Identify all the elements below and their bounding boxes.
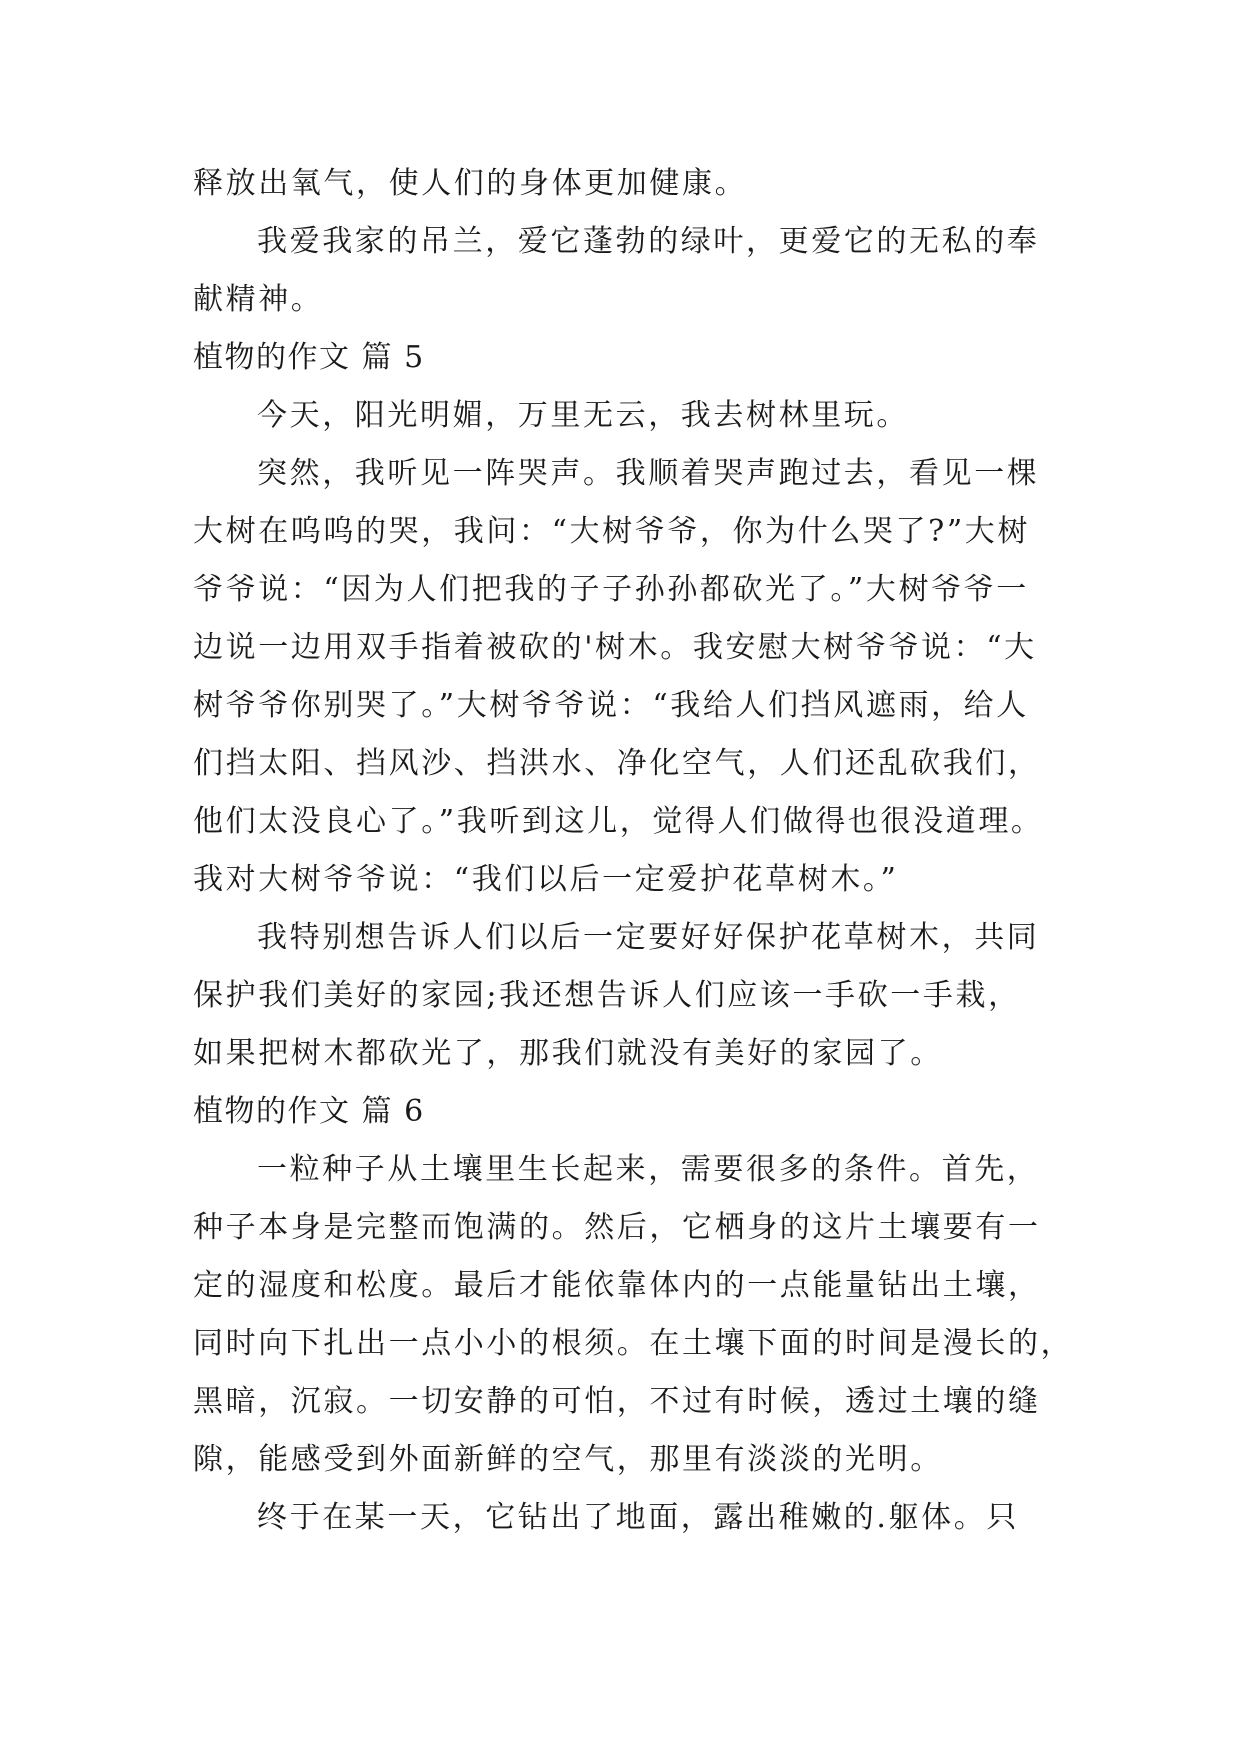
text-line: 保护我们美好的家园;我还想告诉人们应该一手砍一手栽， — [193, 978, 1021, 1013]
text-line: 隙，能感受到外面新鲜的空气，那里有淡淡的光明。 — [193, 1442, 943, 1477]
text-line: 如果把树木都砍光了，那我们就没有美好的家园了。 — [193, 1036, 943, 1071]
text-line: 们挡太阳、挡风沙、挡洪水、净化空气，人们还乱砍我们， — [193, 746, 1041, 781]
section-heading: 植物的作文 篇 6 — [193, 1094, 425, 1129]
text-line: 定的湿度和松度。最后才能依靠体内的一点能量钻出土壤， — [193, 1268, 1041, 1303]
text-line: 同时向下扎出一点小小的根须。在土壤下面的时间是漫长的， — [193, 1326, 1074, 1361]
text-line: 释放出氧气，使人们的身体更加健康。 — [193, 166, 748, 201]
text-line: 终于在某一天，它钻出了地面，露出稚嫩的.躯体。只 — [257, 1500, 1019, 1535]
text-line: 我爱我家的吊兰，爱它蓬勃的绿叶，更爱它的无私的奉 — [257, 224, 1040, 259]
text-line: 突然，我听见一阵哭声。我顺着哭声跑过去，看见一棵 — [257, 456, 1040, 491]
text-line: 爷爷说：“因为人们把我的子子孙孙都砍光了。”大树爷爷一 — [193, 572, 1029, 607]
text-line: 树爷爷你别哭了。”大树爷爷说：“我给人们挡风遮雨，给人 — [193, 688, 1029, 723]
document-page — [193, 158, 1073, 1550]
text-line: 我特别想告诉人们以后一定要好好保护花草树木，共同 — [257, 920, 1040, 955]
text-line: 一粒种子从土壤里生长起来，需要很多的条件。首先， — [257, 1152, 1040, 1187]
text-line: 我对大树爷爷说：“我们以后一定爱护花草树木。” — [193, 862, 899, 897]
text-line: 献精神。 — [193, 282, 324, 317]
text-line: 今天，阳光明媚，万里无云，我去树林里玩。 — [257, 398, 909, 433]
text-line: 他们太没良心了。”我听到这儿，觉得人们做得也很没道理。 — [193, 804, 1044, 839]
text-line: 大树在呜呜的哭，我问：“大树爷爷，你为什么哭了?”大树 — [193, 514, 1030, 549]
text-line: 边说一边用双手指着被砍的'树木。我安慰大树爷爷说：“大 — [193, 630, 1037, 665]
text-line: 种子本身是完整而饱满的。然后，它栖身的这片土壤要有一 — [193, 1210, 1041, 1245]
section-heading: 植物的作文 篇 5 — [193, 340, 425, 375]
text-line: 黑暗，沉寂。一切安静的可怕，不过有时候，透过土壤的缝 — [193, 1384, 1041, 1419]
